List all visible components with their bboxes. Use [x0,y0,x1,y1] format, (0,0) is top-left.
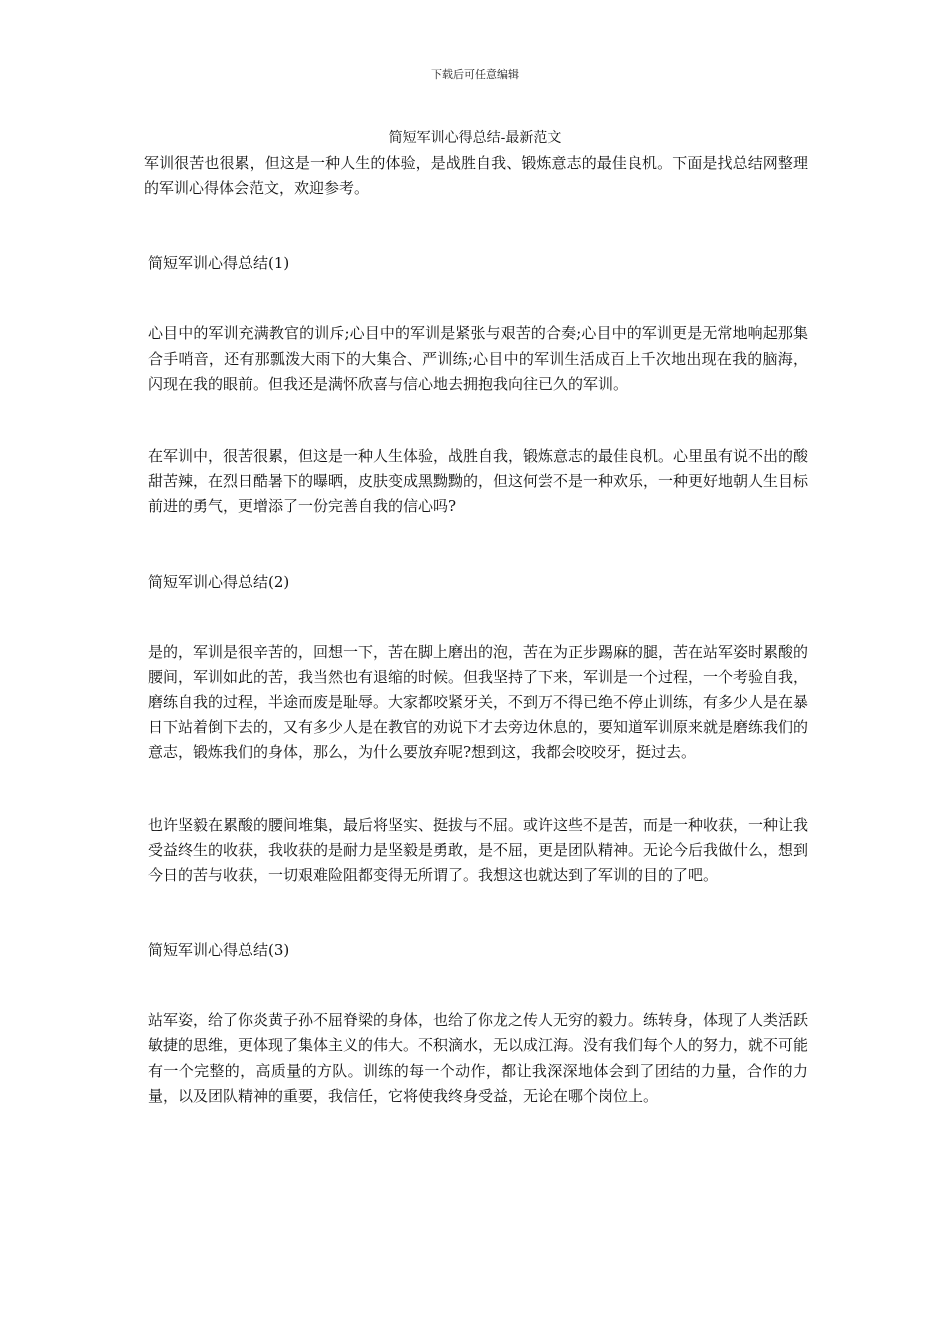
document-body [144,151,808,1109]
section-1-paragraph-2: 在军训中，很苦很累，但这是一种人生体验，战胜自我，锻炼意志的最佳良机。心里虽有说不出的酸甜苦辣，在烈日酷暑下的曝晒，皮肤变成黑黝黝的，但这何尝不是一种欢乐，一种更好地朝人生目标前进的勇气，更增添了一份完善自我的信心吗? [148,447,809,516]
section-2-paragraph-2: 也许坚毅在累酸的腰间堆集，最后将坚实、挺拔与不屈。或许这些不是苦，而是一种收获，一种让我受益终生的收获，我收获的是耐力是坚毅是勇敢，是不屈，更是团队精神。无论今后我做什么，想到今日的苦与收获，一切艰难险阻都变得无所谓了。我想这也就达到了军训的目的了吧。 [148,815,809,885]
header-note: 下载后可任意编辑 [431,68,519,81]
section-heading-2: 简短军训心得总结(2) [148,572,290,591]
section-3-paragraph-1: 站军姿，给了你炎黄子孙不屈脊梁的身体，也给了你龙之传人无穷的毅力。练转身，体现了人类活跃敏捷的思维，更体现了集体主义的伟大。不积滴水，无以成江海。没有我们每个人的努力，就不可能有一个完整的，高质量的方队。训练的每一个动作，都让我深深地体会到了团结的力量，合作的力量，以及团队精神的重要，我信任，它将使我终身受益，无论在哪个岗位上。 [148,1011,809,1105]
document-title: 简短军训心得总结-最新范文 [388,130,562,146]
section-heading-1: 简短军训心得总结(1) [148,254,290,273]
intro-paragraph: 军训很苦也很累，但这是一种人生的体验，是战胜自我、锻炼意志的最佳良机。下面是找总结网整理的军训心得体会范文，欢迎参考。 [144,154,808,198]
section-2-paragraph-1: 是的，军训是很辛苦的，回想一下，苦在脚上磨出的泡，苦在为正步踢麻的腿，苦在站军姿时累酸的腰间，军训如此的苦，我当然也有退缩的时候。但我坚持了下来，军训是一个过程，一个考验自我，磨练自我的过程，半途而废是耻辱。大家都咬紧牙关，不到万不得已绝不停止训练，有多少人是在暴日下站着倒下去的，又有多少人是在教官的劝说下才去旁边休息的，要知道军训原来就是磨练我们的意志，锻炼我们的身体，那么，为什么要放弃呢?想到这，我都会咬咬牙，挺过去。 [148,642,809,762]
section-1-paragraph-1: 心目中的军训充满教官的训斥;心目中的军训是紧张与艰苦的合奏;心目中的军训更是无常地响起那集合手哨音，还有那瓢泼大雨下的大集合、严训练;心目中的军训生活成百上千次地出现在我的脑海，闪现在我的眼前。但我还是满怀欣喜与信心地去拥抱我向往已久的军训。 [148,324,808,393]
section-heading-3: 简短军训心得总结(3) [148,941,290,960]
